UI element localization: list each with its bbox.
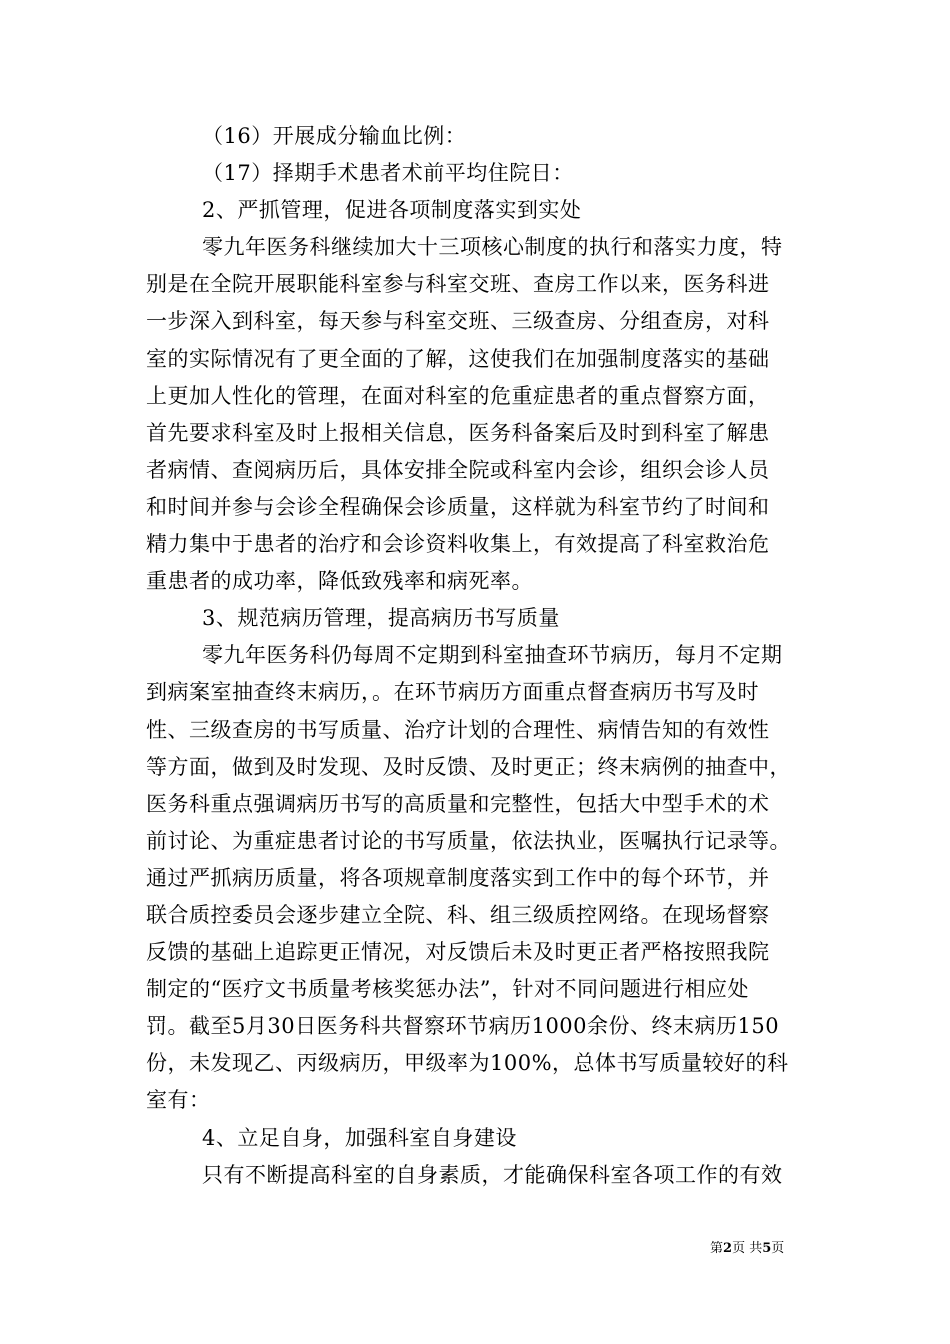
paragraph-line: 精力集中于患者的治疗和会诊资料收集上，有效提高了科室救治危 <box>146 532 770 557</box>
footer-prefix: 第 <box>710 1241 724 1256</box>
paragraph-line: 等方面，做到及时发现、及时反馈、及时更正；终末病例的抽查中， <box>146 754 791 779</box>
paragraph-line: 前讨论、为重症患者讨论的书写质量，依法执业，医嘱执行记录等。 <box>146 828 791 853</box>
footer-middle: 页 共 <box>732 1241 763 1256</box>
paragraph-line: 罚。截至5月30日医务科共督察环节病历1000余份、终末病历150 <box>146 1014 780 1039</box>
paragraph-line: 上更加人性化的管理，在面对科室的危重症患者的重点督察方面， <box>146 383 770 408</box>
paragraph-line: 反馈的基础上追踪更正情况，对反馈后未及时更正者严格按照我院 <box>146 940 770 965</box>
paragraph-line: 医务科重点强调病历书写的高质量和完整性，包括大中型手术的术 <box>146 791 770 816</box>
section-4-paragraph <box>146 1157 811 1194</box>
paragraph-line: 者病情、查阅病历后，具体安排全院或科室内会诊，组织会诊人员 <box>146 457 770 482</box>
paragraph-line: 制定的“医疗文书质量考核奖惩办法”，针对不同问题进行相应处 <box>146 977 749 1002</box>
paragraph-line: 份，未发现乙、丙级病历，甲级率为100%，总体书写质量较好的科 <box>146 1051 789 1076</box>
list-item-17: （17）择期手术患者术前平均住院日： <box>202 161 574 186</box>
paragraph-line: 重患者的成功率，降低致残率和病死率。 <box>146 569 533 594</box>
paragraph-line: 和时间并参与会诊全程确保会诊质量，这样就为科室节约了时间和 <box>146 494 770 519</box>
paragraph-line: 只有不断提高科室的自身素质，才能确保科室各项工作的有效 <box>202 1162 783 1187</box>
total-pages-number: 5 <box>762 1241 772 1256</box>
section-3-paragraph <box>146 637 811 1119</box>
paragraph-line: 联合质控委员会逐步建立全院、科、组三级质控网络。在现场督察 <box>146 902 770 927</box>
section-3-heading: 3、规范病历管理，提高病历书写质量 <box>202 606 560 631</box>
paragraph-line: 性、三级查房的书写质量、治疗计划的合理性、病情告知的有效性 <box>146 717 770 742</box>
paragraph-line: 别是在全院开展职能科室参与科室交班、查房工作以来，医务科进 <box>146 272 770 297</box>
paragraph-line: 室的实际情况有了更全面的了解，这使我们在加强制度落实的基础 <box>146 346 770 371</box>
paragraph-line: 到病案室抽查终末病历，。在环节病历方面重点督查病历书写及时 <box>146 680 759 705</box>
footer-suffix: 页 <box>771 1241 785 1256</box>
section-4-heading: 4、立足自身，加强科室自身建设 <box>202 1125 517 1150</box>
section-2-paragraph <box>146 229 811 600</box>
document-body <box>146 118 811 1194</box>
section-2-heading: 2、严抓管理，促进各项制度落实到实处 <box>202 198 582 223</box>
list-item-16: （16）开展成分输血比例： <box>202 124 467 148</box>
paragraph-line: 室有： <box>146 1088 211 1113</box>
paragraph-line: 一步深入到科室，每天参与科室交班、三级查房、分组查房，对科 <box>146 309 770 334</box>
paragraph-line: 零九年医务科仍每周不定期到科室抽查环节病历，每月不定期 <box>202 643 783 668</box>
current-page-number: 2 <box>723 1241 733 1256</box>
paragraph-line: 零九年医务科继续加大十三项核心制度的执行和落实力度，特 <box>202 235 783 260</box>
paragraph-line: 通过严抓病历质量，将各项规章制度落实到工作中的每个环节，并 <box>146 865 770 890</box>
paragraph-line: 首先要求科室及时上报相关信息，医务科备案后及时到科室了解患 <box>146 420 770 445</box>
page-number-footer <box>710 1241 784 1257</box>
